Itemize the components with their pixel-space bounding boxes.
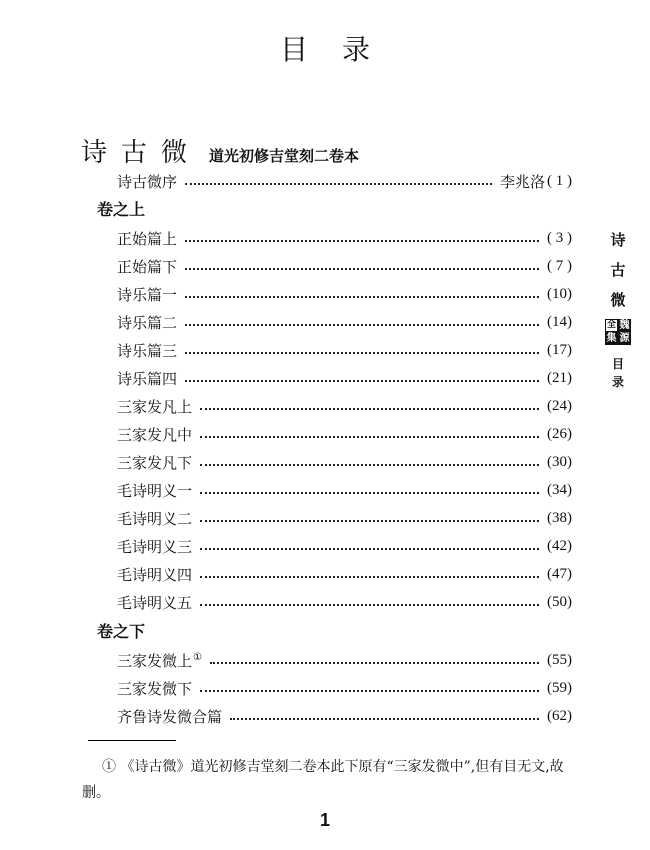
toc-entry-page: (17) <box>547 341 572 358</box>
toc-entry[interactable] <box>117 507 572 529</box>
dot-leader <box>200 688 539 692</box>
book-edition: 道光初修吉堂刻二卷本 <box>209 147 360 165</box>
toc-entry[interactable] <box>117 677 572 699</box>
toc-entry-page: (59) <box>547 679 572 696</box>
toc-entry-page: (62) <box>547 707 572 724</box>
book-title: 诗古微 <box>81 138 202 168</box>
dot-leader <box>200 574 539 578</box>
toc-entry-title: 诗乐篇二 <box>117 313 178 332</box>
toc-entry-title: 诗古微序 <box>117 172 178 191</box>
series-badge-char: 源 <box>619 333 630 344</box>
series-badge-char: 全 <box>606 320 616 330</box>
toc-entry[interactable] <box>117 255 572 277</box>
toc-entry-page: (38) <box>547 509 572 526</box>
toc-entry[interactable] <box>117 535 572 557</box>
toc-entry-title <box>117 650 202 671</box>
page-number: 1 <box>319 810 330 830</box>
toc-entry-title: 三家发凡下 <box>117 453 193 472</box>
toc-entry-page: (14) <box>547 313 572 330</box>
series-badge-char: 魏 <box>619 320 630 331</box>
toc-entry-title: 齐鲁诗发微合篇 <box>117 707 223 726</box>
toc-entry-title: 诗乐篇四 <box>117 369 178 388</box>
dot-leader <box>185 238 539 242</box>
toc-entry-title: 三家发微下 <box>117 679 193 698</box>
dot-leader <box>185 266 539 270</box>
dot-leader <box>185 322 539 326</box>
dot-leader <box>200 462 539 466</box>
toc-entry[interactable] <box>117 705 572 727</box>
toc-entry-page: (26) <box>547 425 572 442</box>
side-tab-book-char: 古 <box>610 261 626 279</box>
dot-leader <box>185 294 539 298</box>
toc-entry-author: 李兆洛 <box>499 172 545 191</box>
toc-entry[interactable] <box>117 367 572 389</box>
toc-entry-title: 诗乐篇一 <box>117 285 178 304</box>
toc-entry-title: 诗乐篇三 <box>117 341 178 360</box>
toc-entry-page: (47) <box>547 565 572 582</box>
toc-entry-page: (24) <box>547 397 572 414</box>
toc-entry[interactable] <box>117 311 572 333</box>
toc-entry-page: (34) <box>547 481 572 498</box>
toc-entry-title: 毛诗明义一 <box>117 481 193 500</box>
toc-entry-title-text: 三家发微上 <box>117 651 193 670</box>
side-tab <box>588 225 648 391</box>
toc-entry[interactable] <box>117 395 572 417</box>
toc-entry-page: ( 3 ) <box>547 229 572 246</box>
toc-entry[interactable] <box>117 283 572 305</box>
toc-entry[interactable] <box>117 227 572 249</box>
toc-entry-title: 正始篇下 <box>117 257 178 276</box>
toc-entry[interactable] <box>117 451 572 473</box>
series-badge <box>605 319 631 345</box>
toc-entry-title: 毛诗明义三 <box>117 537 193 556</box>
dot-leader <box>185 350 539 354</box>
side-tab-book-char: 诗 <box>610 231 626 249</box>
dot-leader <box>200 602 539 606</box>
dot-leader <box>200 434 539 438</box>
page-title: 目录 <box>279 33 404 66</box>
side-tab-book-char: 微 <box>610 291 626 309</box>
dot-leader <box>200 518 539 522</box>
toc-entry-page: (10) <box>547 285 572 302</box>
dot-leader <box>185 181 492 185</box>
toc-entry-page: (55) <box>547 651 572 668</box>
toc-entry-page: ( 1 ) <box>547 172 572 189</box>
volume-heading-upper: 卷之上 <box>97 200 146 219</box>
toc-entry[interactable] <box>117 591 572 613</box>
footnote-marker[interactable]: ① <box>193 651 202 663</box>
toc-entry-page: (30) <box>547 453 572 470</box>
dot-leader <box>200 406 539 410</box>
toc-entry[interactable] <box>117 339 572 361</box>
dot-leader <box>200 546 539 550</box>
volume-heading-lower: 卷之下 <box>97 622 146 641</box>
toc-entry-title: 毛诗明义四 <box>117 565 193 584</box>
toc-entry-title: 三家发凡上 <box>117 397 193 416</box>
toc-entry-page: (21) <box>547 369 572 386</box>
toc-entry-page: (42) <box>547 537 572 554</box>
toc-entry-title: 正始篇上 <box>117 229 178 248</box>
toc-entry-page: (50) <box>547 593 572 610</box>
footnote-divider <box>88 740 176 741</box>
series-badge-char: 集 <box>606 333 617 344</box>
toc-entry[interactable] <box>117 479 572 501</box>
toc-entry[interactable] <box>117 649 572 671</box>
toc-entry-title: 毛诗明义五 <box>117 593 193 612</box>
dot-leader <box>185 378 539 382</box>
toc-entry[interactable] <box>117 423 572 445</box>
book-heading <box>81 132 359 169</box>
dot-leader <box>230 716 539 720</box>
dot-leader <box>210 660 539 664</box>
side-tab-section-char: 录 <box>611 375 624 389</box>
toc-entry-preface[interactable] <box>117 170 572 192</box>
dot-leader <box>200 490 539 494</box>
toc-entry[interactable] <box>117 563 572 585</box>
side-tab-section-char: 目 <box>611 357 624 371</box>
toc-entry-page: ( 7 ) <box>547 257 572 274</box>
toc-entry-title: 毛诗明义二 <box>117 509 193 528</box>
footnote-text: ① 《诗古微》道光初修吉堂刻二卷本此下原有“三家发微中”,但有目无文,故删。 <box>82 759 564 801</box>
toc-entry-title: 三家发凡中 <box>117 425 193 444</box>
